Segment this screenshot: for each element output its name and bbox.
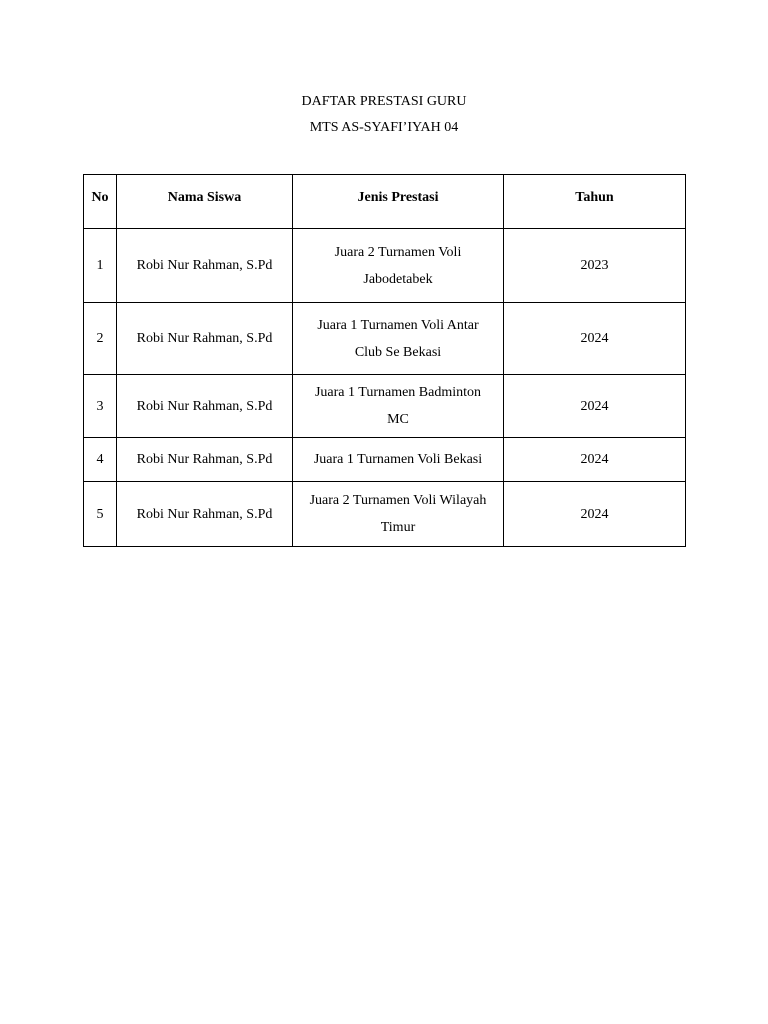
cell-no: 1 bbox=[84, 229, 117, 303]
cell-tahun: 2024 bbox=[504, 482, 686, 547]
table-row bbox=[84, 229, 686, 303]
cell-tahun: 2024 bbox=[504, 303, 686, 375]
cell-no: 4 bbox=[84, 438, 117, 482]
table-row bbox=[84, 438, 686, 482]
cell-nama: Robi Nur Rahman, S.Pd bbox=[117, 438, 293, 482]
document-subtitle: MTS AS-SYAFI’IYAH 04 bbox=[309, 120, 459, 135]
cell-tahun: 2023 bbox=[504, 229, 686, 303]
cell-nama: Robi Nur Rahman, S.Pd bbox=[117, 375, 293, 438]
cell-jenis: Juara 1 Turnamen Voli Bekasi bbox=[293, 438, 504, 482]
cell-tahun: 2024 bbox=[504, 375, 686, 438]
table-header-row bbox=[84, 175, 686, 229]
cell-nama: Robi Nur Rahman, S.Pd bbox=[117, 303, 293, 375]
table-row bbox=[84, 303, 686, 375]
cell-tahun: 2024 bbox=[504, 438, 686, 482]
cell-jenis: Juara 2 Turnamen Voli Jabodetabek bbox=[293, 229, 504, 303]
header-no: No bbox=[84, 175, 117, 229]
header-tahun: Tahun bbox=[504, 175, 686, 229]
header-nama-siswa: Nama Siswa bbox=[117, 175, 293, 229]
cell-jenis: Juara 2 Turnamen Voli Wilayah Timur bbox=[293, 482, 504, 547]
cell-nama: Robi Nur Rahman, S.Pd bbox=[117, 482, 293, 547]
document-title: DAFTAR PRESTASI GURU bbox=[301, 94, 467, 109]
cell-no: 2 bbox=[84, 303, 117, 375]
table-row bbox=[84, 375, 686, 438]
header-jenis-prestasi: Jenis Prestasi bbox=[293, 175, 504, 229]
cell-jenis: Juara 1 Turnamen Badminton MC bbox=[293, 375, 504, 438]
cell-no: 5 bbox=[84, 482, 117, 547]
cell-no: 3 bbox=[84, 375, 117, 438]
table-row bbox=[84, 482, 686, 547]
cell-jenis: Juara 1 Turnamen Voli Antar Club Se Bekasi bbox=[293, 303, 504, 375]
cell-nama: Robi Nur Rahman, S.Pd bbox=[117, 229, 293, 303]
achievement-table bbox=[83, 174, 686, 547]
